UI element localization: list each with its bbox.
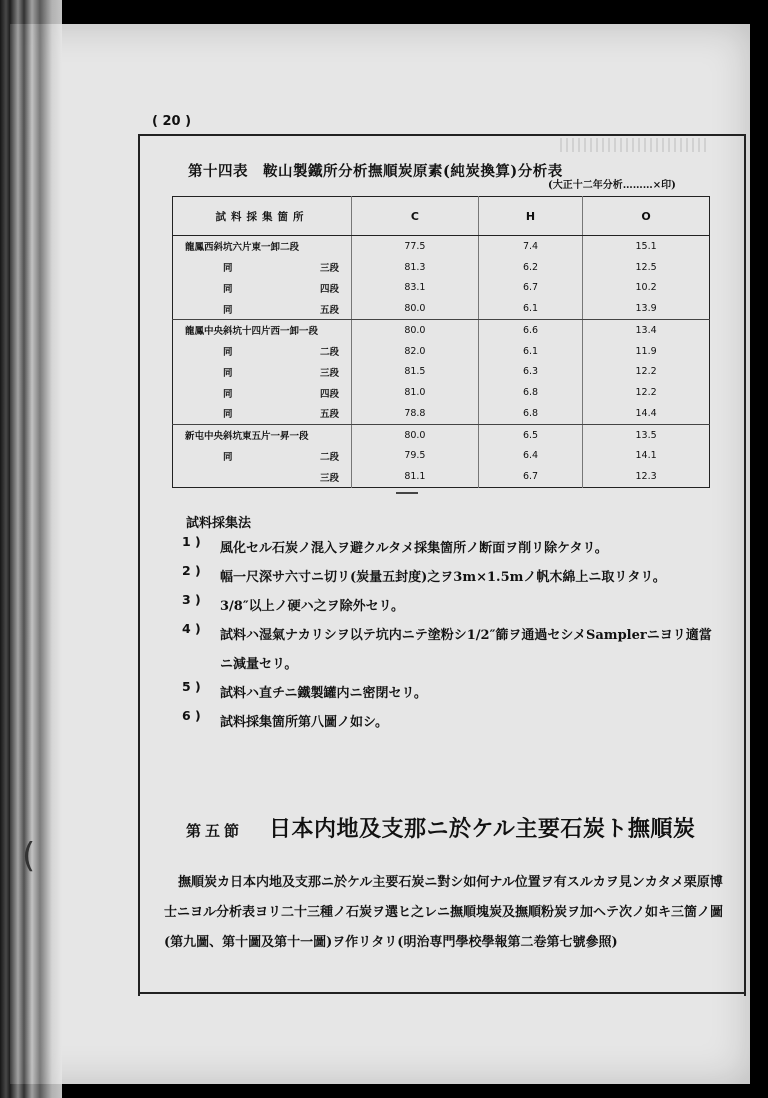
table-row: [173, 424, 710, 445]
location-main: 同: [223, 451, 233, 463]
table-header-row: [173, 197, 710, 236]
list-index: 5 ): [182, 679, 201, 694]
cell-h: 6.4: [478, 445, 582, 466]
cell-location: [173, 382, 352, 403]
page-number: ( 20 ): [152, 114, 192, 129]
section-heading: [186, 812, 726, 843]
list-text: 試料採集箇所第八圖ノ如シ。: [220, 715, 388, 730]
location-main: 同: [223, 409, 233, 421]
location-sub: 二段: [319, 347, 339, 359]
cell-o: 12.2: [583, 361, 710, 382]
cell-location: [173, 341, 352, 362]
cell-o: 12.3: [583, 466, 710, 487]
header-c: C: [352, 197, 479, 236]
book-spine: [0, 0, 62, 1098]
cell-o: 15.1: [583, 236, 710, 257]
location-sub: 五段: [319, 304, 339, 316]
list-index: 6 ): [182, 708, 201, 723]
table-row: [173, 257, 710, 278]
cell-location: [173, 257, 352, 278]
header-h: H: [478, 197, 582, 236]
cell-c: 79.5: [352, 445, 479, 466]
stamp-noise: [560, 138, 710, 152]
cell-h: 6.1: [478, 298, 582, 319]
list-index: 4 ): [182, 621, 201, 636]
cell-o: 12.5: [583, 257, 710, 278]
cell-h: 6.7: [478, 277, 582, 298]
method-list: [182, 534, 722, 737]
location-sub: [339, 428, 345, 442]
location-main: 同: [223, 283, 233, 295]
table-row: [173, 341, 710, 362]
table-row: [173, 382, 710, 403]
divider: [396, 492, 418, 494]
cell-c: 80.0: [352, 319, 479, 340]
table-row: [173, 319, 710, 340]
cell-o: 11.9: [583, 341, 710, 362]
location-main: 龍鳳西斜坑六片東一卸二段: [185, 242, 300, 254]
cell-location: [173, 403, 352, 424]
list-item: [182, 534, 722, 563]
table-row: [173, 403, 710, 424]
cell-location: [173, 319, 352, 340]
cell-h: 6.8: [478, 382, 582, 403]
table-row: [173, 277, 710, 298]
cell-h: 6.3: [478, 361, 582, 382]
cell-c: 81.0: [352, 382, 479, 403]
cell-location: [173, 298, 352, 319]
list-index: 3 ): [182, 592, 201, 607]
cell-location: [173, 445, 352, 466]
location-main: 龍鳳中央斜坑十四片西一卸一段: [185, 326, 319, 338]
table-row: [173, 445, 710, 466]
cell-c: 81.3: [352, 257, 479, 278]
location-sub: 三段: [319, 472, 339, 484]
body-paragraph: 撫順炭カ日本内地及支那ニ於ケル主要石炭ニ對シ如何ナル位置ヲ有スルカヲ見ンカタメ栗原博士ニヨル分析表ヨリ二十三種ノ石炭ヲ選ヒ之レニ撫順塊炭及撫順粉炭ヲ加ヘテ次ノ如キ三箇ノ圖(第九圖、第十圖及第十一圖)ヲ作リタリ(明治専門學校學報第二卷第七號參照): [164, 875, 724, 950]
location-main: [179, 470, 185, 484]
cell-h: 6.5: [478, 424, 582, 445]
cell-h: 6.1: [478, 341, 582, 362]
location-main: 同: [223, 347, 233, 359]
cell-h: 6.2: [478, 257, 582, 278]
list-item: [182, 621, 722, 679]
list-item: [182, 679, 722, 708]
location-sub: 五段: [319, 409, 339, 421]
cell-location: [173, 466, 352, 487]
cell-h: 6.6: [478, 319, 582, 340]
cell-h: 6.7: [478, 466, 582, 487]
section-title: 日本内地及支那ニ於ケル主要石炭ト撫順炭: [269, 816, 696, 842]
cell-o: 14.4: [583, 403, 710, 424]
header-o: O: [583, 197, 710, 236]
table-row: [173, 298, 710, 319]
location-main: 同: [223, 388, 233, 400]
list-item: [182, 708, 722, 737]
location-sub: 三段: [319, 367, 339, 379]
section-number: 第五節: [186, 822, 244, 840]
cell-h: 7.4: [478, 236, 582, 257]
method-title: 試料採集法: [186, 516, 252, 531]
cell-location: [173, 277, 352, 298]
table-row: [173, 466, 710, 487]
cell-c: 80.0: [352, 298, 479, 319]
location-main: 同: [223, 263, 233, 275]
analysis-table: [172, 196, 710, 488]
location-sub: 二段: [319, 451, 339, 463]
list-item: [182, 563, 722, 592]
list-text: 幅一尺深サ六寸ニ切リ(炭量五封度)之ヲ3m×1.5mノ帆木綿上ニ取リタリ。: [220, 570, 666, 585]
location-main: 同: [223, 367, 233, 379]
cell-location: [173, 361, 352, 382]
cell-c: 77.5: [352, 236, 479, 257]
table-note: (大正十二年分析………×印): [548, 180, 676, 191]
location-main: 同: [223, 304, 233, 316]
cell-c: 81.1: [352, 466, 479, 487]
list-index: 2 ): [182, 563, 201, 578]
location-sub: [339, 323, 345, 337]
list-text: 3/8″以上ノ硬ハ之ヲ除外セリ。: [220, 599, 404, 614]
list-item: [182, 592, 722, 621]
cell-o: 13.5: [583, 424, 710, 445]
cell-c: 82.0: [352, 341, 479, 362]
header-location: 試料採集箇所: [173, 197, 352, 236]
cell-c: 80.0: [352, 424, 479, 445]
cell-o: 12.2: [583, 382, 710, 403]
list-text: 風化セル石炭ノ混入ヲ避クルタメ採集箇所ノ断面ヲ削リ除ケタリ。: [220, 541, 608, 556]
margin-mark: (: [22, 836, 36, 876]
table-row: [173, 236, 710, 257]
cell-h: 6.8: [478, 403, 582, 424]
content-frame-bottom: [138, 992, 744, 994]
location-main: 新屯中央斜坑東五片一昇一段: [185, 431, 309, 443]
list-text: 試料ハ直チニ鐵製罐内ニ密閉セリ。: [220, 686, 427, 701]
cell-location: [173, 424, 352, 445]
cell-o: 10.2: [583, 277, 710, 298]
location-sub: 三段: [319, 263, 339, 275]
list-index: 1 ): [182, 534, 201, 549]
cell-c: 83.1: [352, 277, 479, 298]
cell-o: 14.1: [583, 445, 710, 466]
table-row: [173, 361, 710, 382]
cell-o: 13.4: [583, 319, 710, 340]
cell-c: 78.8: [352, 403, 479, 424]
location-sub: 四段: [319, 283, 339, 295]
cell-location: [173, 236, 352, 257]
list-text: 試料ハ湿氣ナカリシヲ以テ坑内ニテ塗粉シ1/2″篩ヲ通過セシメSamplerニヨリ適當ニ減量セリ。: [220, 628, 712, 672]
cell-o: 13.9: [583, 298, 710, 319]
table-title: 第十四表 鞍山製鐵所分析撫順炭原素(純炭換算)分析表: [188, 163, 563, 180]
cell-c: 81.5: [352, 361, 479, 382]
location-sub: 四段: [319, 388, 339, 400]
location-sub: [339, 239, 345, 253]
